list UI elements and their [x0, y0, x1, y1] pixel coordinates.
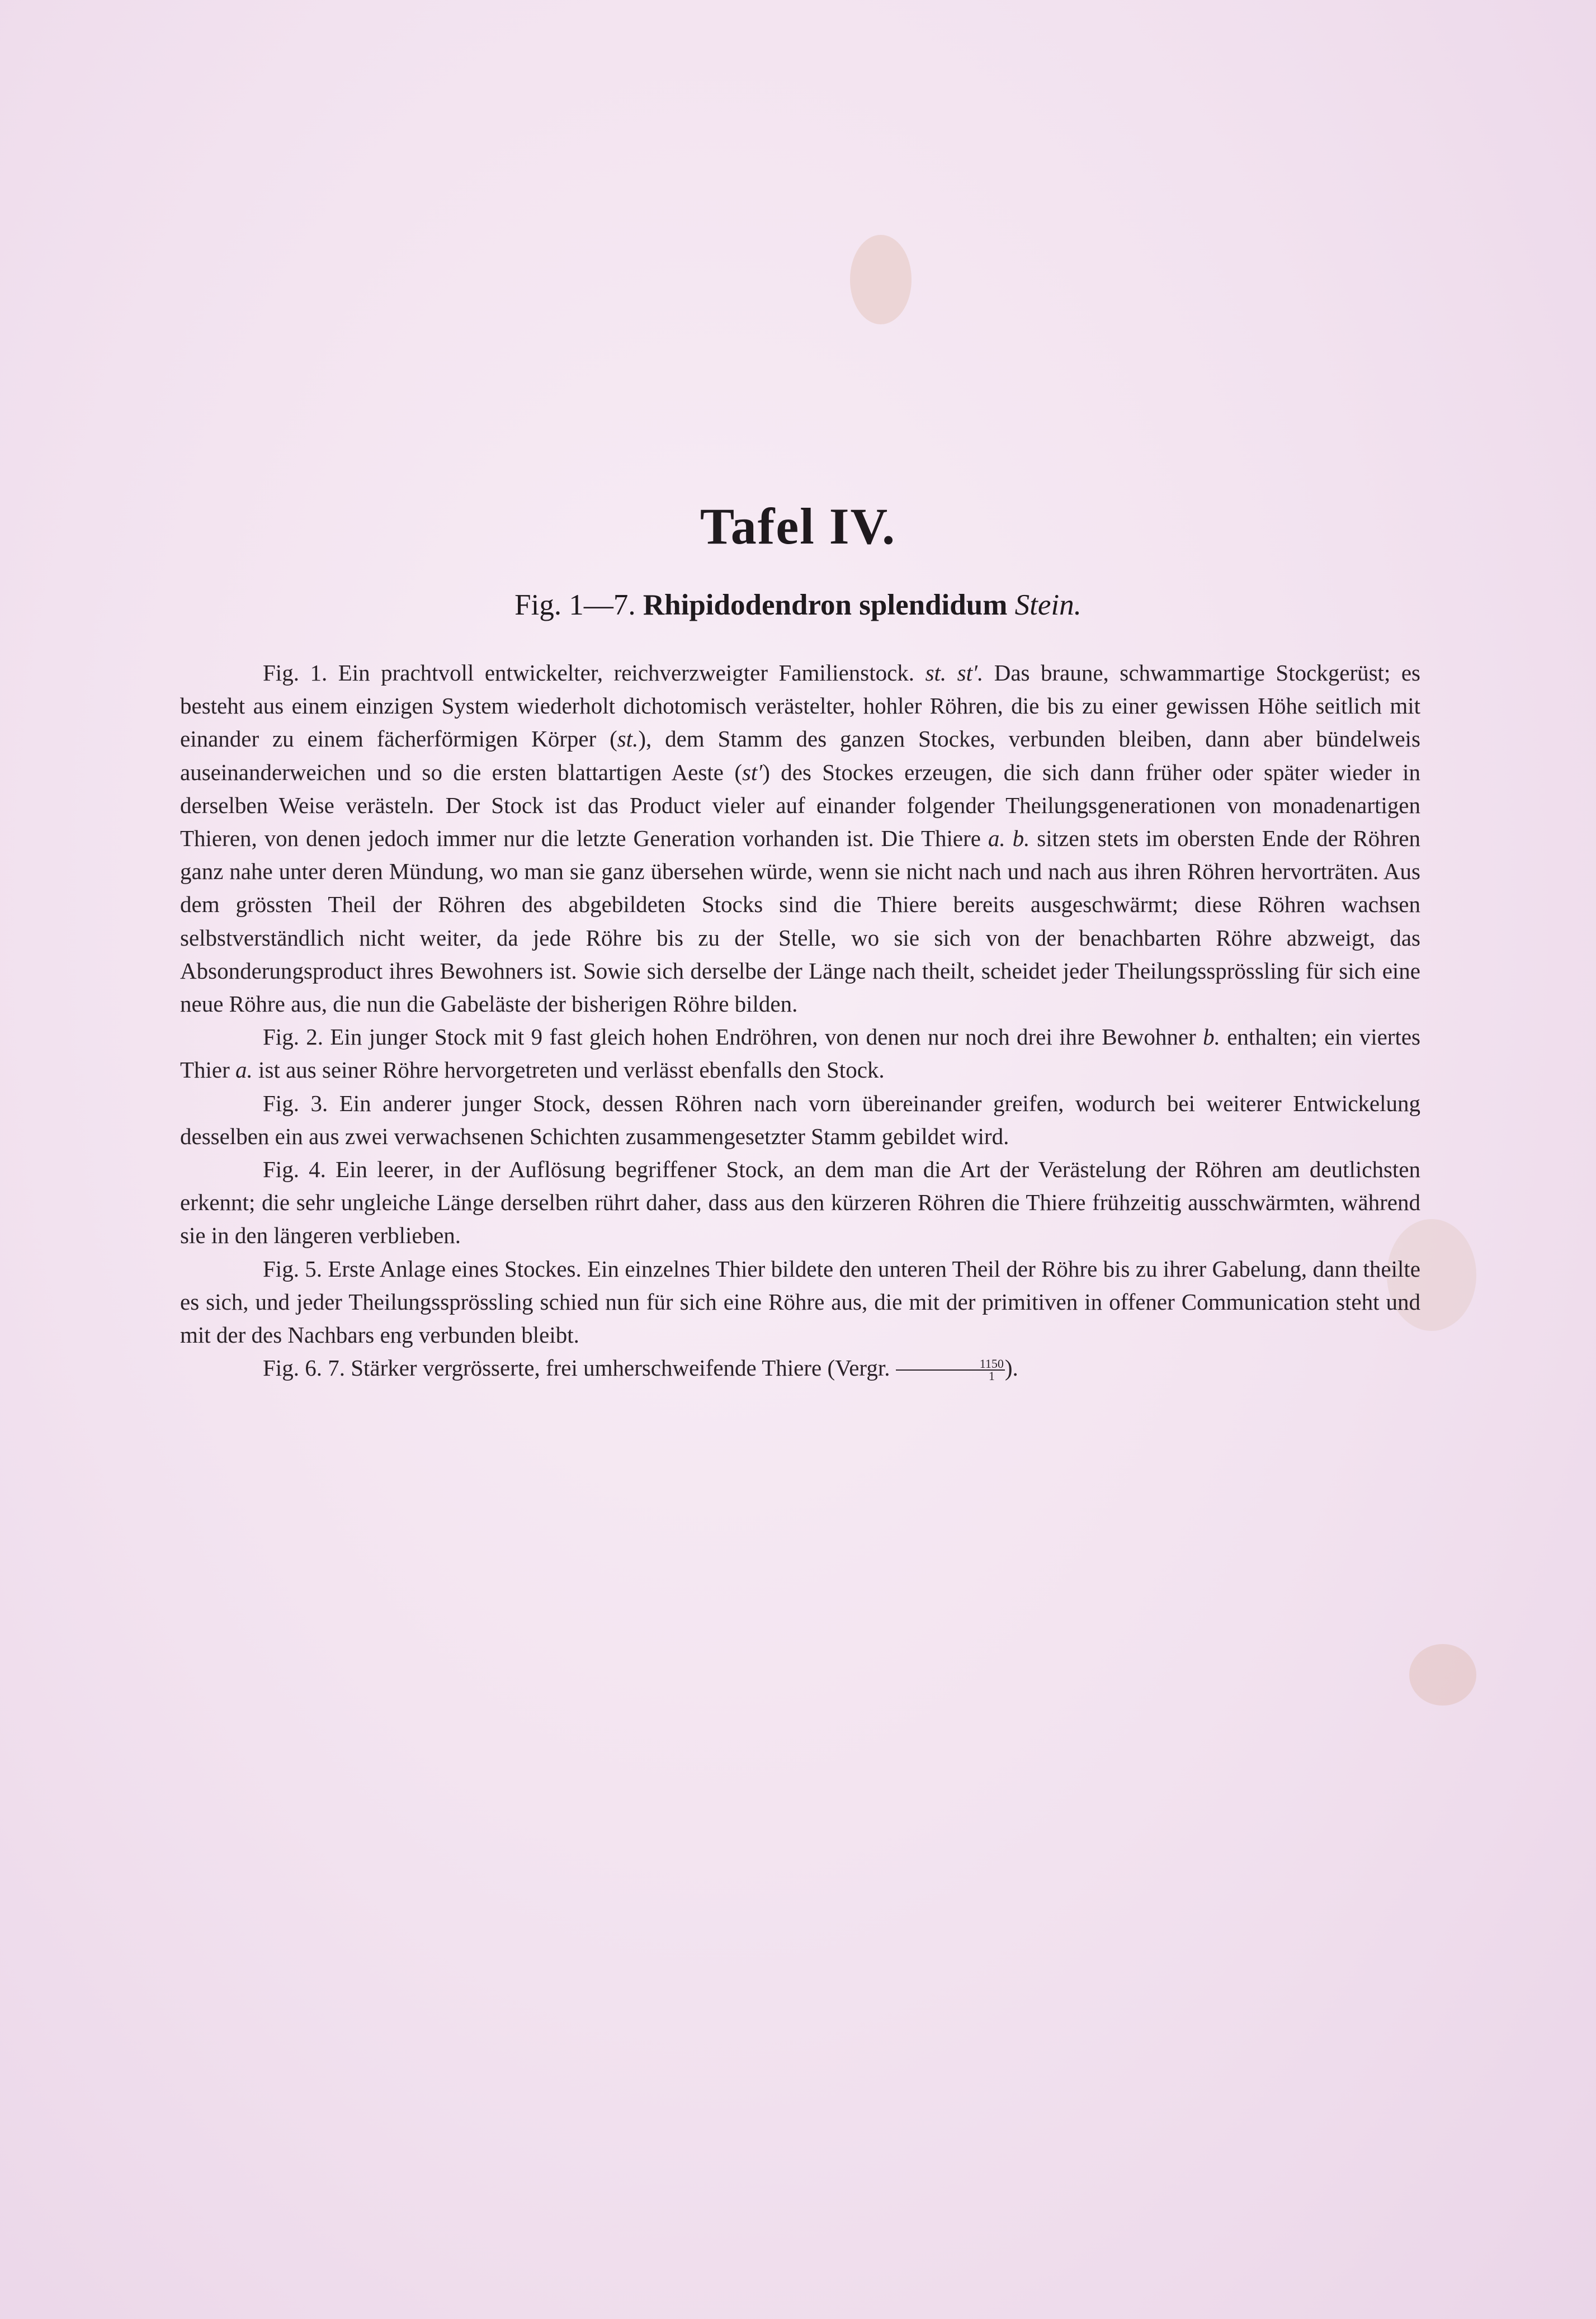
figure-label: Fig. 4. [263, 1156, 326, 1183]
caption-text: ) des Stockes erzeugen, die sich dann früher oder später wieder in derselben Weise verästeln. Der Stock ist das Product vieler auf einander folgender Theilungsgenerationen von monadenartigen Thieren, von denen jedoch immer nur die letzte Generation vorhanden ist. Die Thiere [180, 759, 1420, 852]
caption-paragraph [180, 657, 1420, 1021]
caption-text: sitzen stets im obersten Ende der Röhren ganz nahe unter deren Mündung, wo man sie ganz übersehen würde, wenn sie nicht nach und nach aus ihren Röhren hervorträten. Aus dem grössten Theil der Röhren des abgebildeten Stocks sind die Thiere bereits ausgeschwärmt; diese Röhren wachsen selbstverständlich nicht weiter, da jede Röhre bis zu der Stelle, wo sie sich von der benachbarten Röhre abzweigt, das Absonderungsproduct ihres Bewohners ist. Sowie sich derselbe der Länge nach theilt, scheidet jeder Theilungssprössling für sich eine neue Röhre aus, die nun die Gabeläste der bisherigen Röhre bilden. [180, 825, 1420, 1017]
caption-text: Ein junger Stock mit 9 fast gleich hohen Endröhren, von denen nur noch drei ihre Bewohner [323, 1024, 1203, 1050]
caption-paragraph [180, 1153, 1420, 1253]
caption-text: ), dem Stamm des ganzen Stockes, verbunden bleiben, dann aber bündelweis auseinanderweichen und so die ersten blattartigen Aeste ( [180, 726, 1420, 785]
plate-subtitle [0, 588, 1596, 622]
paper-stain [1409, 1644, 1476, 1706]
subtitle-author: Stein. [1014, 589, 1082, 621]
caption-paragraphs [180, 657, 1420, 1352]
figure-label: Fig. 3. [263, 1090, 328, 1116]
figure-label: Fig. 5. [263, 1255, 323, 1282]
caption-text: Ein leerer, in der Auflösung begriffener Stock, an dem man die Art der Verästelung der Röhren am deutlichsten erkennt; die sehr ungleiche Länge derselben rührt daher, dass aus den kürzeren Röhren die Thiere frühzeitig ausschwärmten, während sie in den längeren verblieben. [180, 1156, 1420, 1249]
plate-title: Tafel IV. [700, 498, 896, 555]
caption-text: Fig. 6. 7. Stärker vergrösserte, frei umherschweifende Thiere (Vergr. [263, 1355, 896, 1381]
magnification-fraction [896, 1358, 1005, 1382]
paper-stain [850, 235, 912, 324]
caption-symbol: st. st′. [925, 660, 984, 686]
fraction-numerator: 1150 [896, 1358, 1005, 1371]
fraction-denominator: 1 [988, 1369, 995, 1383]
caption-paragraph [180, 1087, 1420, 1153]
caption-symbol: a. b. [988, 825, 1030, 852]
caption-symbol: b. [1203, 1024, 1220, 1050]
caption-text: Das braune, schwammartige Stockgerüst; es besteht aus einem einzigen System wiederholt dichotomisch verästelter, hohler Röhren, die bis zu einer gewissen Höhe seitlich mit einander zu einem fächerförmigen Körper ( [180, 660, 1420, 752]
subtitle-figures: Fig. 1—7. [514, 589, 636, 621]
caption-text: enthalten; ein viertes Thier [180, 1024, 1420, 1083]
figure-captions [180, 657, 1420, 1385]
caption-text: Ein prachtvoll entwickelter, reichverzweigter Familienstock. [327, 660, 926, 686]
subtitle-species: Rhipidodendron splendidum [643, 589, 1008, 621]
caption-paragraph [180, 1021, 1420, 1087]
caption-symbol: st′ [742, 759, 763, 785]
caption-symbol: a. [235, 1057, 253, 1083]
caption-text: Ein anderer junger Stock, dessen Röhren nach vorn übereinander greifen, wodurch bei weiterer Entwickelung desselben ein aus zwei verwachsenen Schichten zusammengesetzter Stamm gebildet wird. [180, 1090, 1420, 1149]
caption-fig-6-7 [180, 1352, 1420, 1385]
caption-text: Erste Anlage eines Stockes. Ein einzelnes Thier bildete den unteren Theil der Röhre bis zu ihrer Gabelung, dann theilte es sich, und jeder Theilungssprössling schied nun für sich eine Röhre aus, die mit der primitiven in offener Communication steht und mit der des Nachbars eng verbunden bleibt. [180, 1255, 1420, 1348]
caption-paragraph [180, 1253, 1420, 1352]
caption-text-end: ). [1004, 1355, 1018, 1381]
figure-label: Fig. 1. [263, 660, 328, 686]
caption-symbol: st. [617, 726, 639, 752]
caption-text: ist aus seiner Röhre hervorgetreten und verlässt ebenfalls den Stock. [252, 1057, 885, 1083]
figure-label: Fig. 2. [263, 1024, 324, 1050]
